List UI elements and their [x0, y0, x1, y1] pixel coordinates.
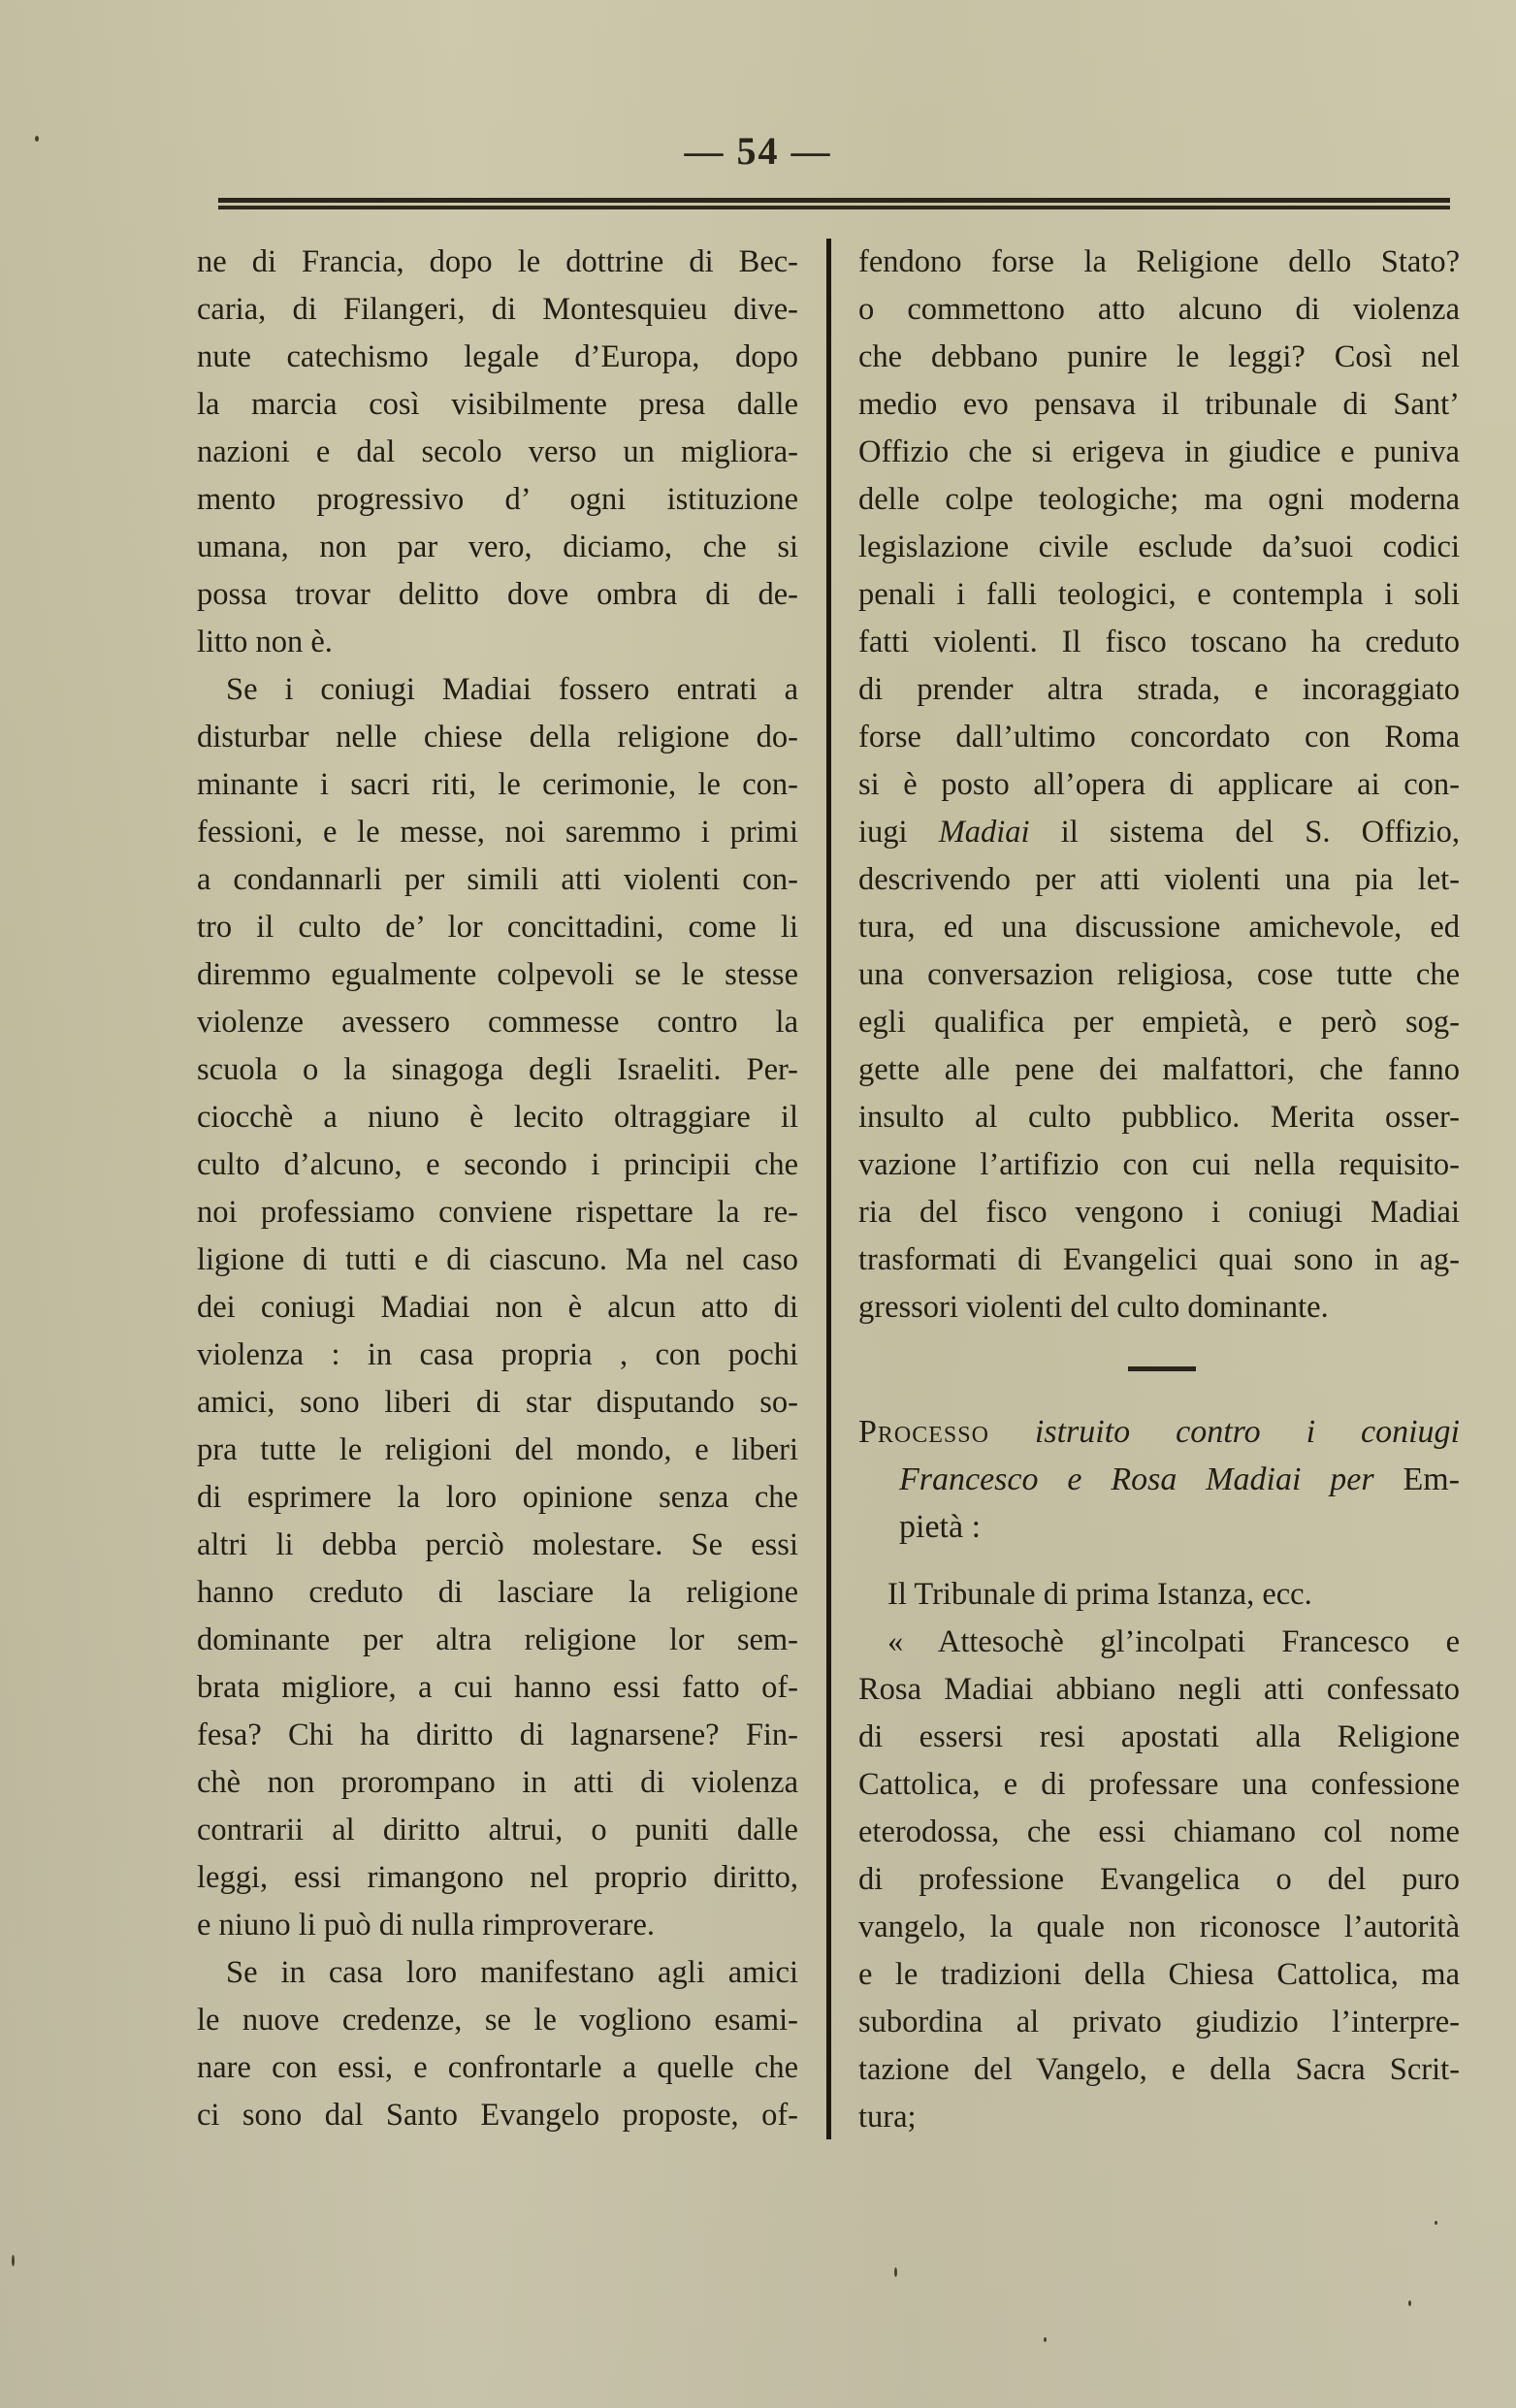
heading-roman: Em-: [1403, 1461, 1461, 1497]
text-line: amici, sono liberi di star disputando so-: [197, 1385, 798, 1420]
text-line: minante i sacri riti, le cerimonie, le con-: [197, 767, 798, 802]
text-line: forse dall’ultimo concordato con Roma: [858, 720, 1460, 755]
text-line: o commettono atto alcuno di violenza: [858, 292, 1460, 327]
text-line: di prender altra strada, e incoraggiato: [858, 672, 1460, 707]
text-line: leggi, essi rimangono nel proprio diritto,: [197, 1860, 798, 1895]
text-line: e le tradizioni della Chiesa Cattolica, ma: [858, 1957, 1460, 1992]
text-line: nare con essi, e confrontarle a quelle che: [197, 2050, 798, 2085]
text-line: le nuove credenze, se le vogliono esami-: [197, 2003, 798, 2038]
text-line: nute catechismo legale d’Europa, dopo: [197, 339, 798, 374]
text-line: Cattolica, e di professare una confessione: [858, 1767, 1460, 1802]
text-line: umana, non par vero, diciamo, che si: [197, 530, 798, 564]
text-line: ci sono dal Santo Evangelo proposte, of-: [197, 2098, 798, 2133]
column-divider: [826, 239, 831, 2139]
text-line: tro il culto de’ lor concittadini, come li: [197, 910, 798, 945]
text-line: violenze avessero commesse contro la: [197, 1005, 798, 1040]
court-line: Il Tribunale di prima Istanza, ecc.: [887, 1577, 1312, 1612]
text-line: descrivendo per atti violenti una pia let-: [858, 862, 1460, 897]
text-line: una conversazion religiosa, cose tutte che: [858, 957, 1460, 992]
text-line: trasformati di Evangelici quai sono in ag-: [858, 1242, 1460, 1277]
text-line: penali i falli teologici, e contempla i soli: [858, 577, 1460, 612]
text-line: di professione Evangelica o del puro: [858, 1862, 1460, 1897]
text-line: dei coniugi Madiai non è alcun atto di: [197, 1290, 798, 1325]
text-line: fendono forse la Religione dello Stato?: [858, 244, 1460, 279]
text-line: ciocchè a niuno è lecito oltraggiare il: [197, 1100, 798, 1135]
text-line: possa trovar delitto dove ombra di de-: [197, 577, 798, 612]
decree-text: [858, 1571, 1460, 2141]
text-line: culto d’alcuno, e secondo i principii che: [197, 1147, 798, 1182]
heading-italic: istruito contro i coniugi: [1034, 1414, 1461, 1450]
text-line: fesa? Chi ha diritto di lagnarsene? Fin-: [197, 1718, 798, 1752]
text-line: tura, ed una discussione amichevole, ed: [858, 910, 1460, 945]
paper-speck: [12, 2255, 15, 2266]
text-line: ne di Francia, dopo le dottrine di Bec-: [197, 244, 798, 279]
text-line: ligione di tutti e di ciascuno. Ma nel caso: [197, 1242, 798, 1277]
text-line: brata migliore, a cui hanno essi fatto of-: [197, 1670, 798, 1705]
paragraph-end-line: tura;: [858, 2100, 917, 2135]
text-line: medio evo pensava il tribunale di Sant’: [858, 387, 1460, 422]
text-line: fatti violenti. Il fisco toscano ha creduto: [858, 625, 1460, 659]
text-line: egli qualifica per empietà, e però sog-: [858, 1005, 1460, 1040]
text-line-with-italic: [858, 809, 1460, 856]
text-line: si è posto all’opera di applicare ai con-: [858, 767, 1460, 802]
text-line: Offizio che si erigeva in giudice e puniva: [858, 434, 1460, 469]
paragraph-end-line: e niuno li può di nulla rimproverare.: [197, 1908, 656, 1942]
text-line: nazioni e dal secolo verso un migliora-: [197, 434, 798, 469]
text-line: mento progressivo d’ ogni istituzione: [197, 482, 798, 517]
text-line: ria del fisco vengono i coniugi Madiai: [858, 1195, 1460, 1230]
text-line: fessioni, e le messe, noi saremmo i primi: [197, 815, 798, 850]
page-number: — 54 —: [684, 129, 832, 173]
paragraph-start-line: « Attesochè gl’incolpati Francesco e: [887, 1624, 1460, 1659]
text-line: di essersi resi apostati alla Religione: [858, 1719, 1460, 1754]
paper-speck: [1408, 2300, 1411, 2306]
paper-speck: [35, 136, 39, 142]
text-line: chè non prorompano in atti di violenza: [197, 1765, 798, 1800]
header-double-rule: [218, 198, 1450, 211]
paragraph-start-line: Se i coniugi Madiai fossero entrati a: [226, 672, 798, 707]
section-separator: [1128, 1366, 1196, 1371]
text-fragment: iugi: [858, 815, 908, 850]
text-line: delle colpe teologiche; ma ogni moderna: [858, 482, 1460, 517]
text-line: vazione l’artifizio con cui nella requisito-: [858, 1147, 1460, 1182]
text-line: gette alle pene dei malfattori, che fanno: [858, 1052, 1460, 1087]
text-line: altri li debba perciò molestare. Se essi: [197, 1527, 798, 1562]
heading-smallcaps: Processo: [858, 1414, 989, 1450]
section-heading: [858, 1408, 1460, 1551]
paper-speck: [1044, 2337, 1047, 2342]
text-line: caria, di Filangeri, di Montesquieu dive-: [197, 292, 798, 327]
text-line: violenza : in casa propria , con pochi: [197, 1337, 798, 1372]
text-line: disturbar nelle chiese della religione do-: [197, 720, 798, 755]
paper-speck: [1435, 2221, 1437, 2225]
text-line: hanno creduto di lasciare la religione: [197, 1575, 798, 1610]
text-line: eterodossa, che essi chiamano col nome: [858, 1814, 1460, 1849]
text-line: che debbano punire le leggi? Così nel: [858, 339, 1460, 374]
text-line: dominante per altra religione lor sem-: [197, 1622, 798, 1657]
heading-italic: Francesco e Rosa Madiai per: [899, 1461, 1374, 1497]
left-column: [197, 239, 798, 2139]
paper-speck: [894, 2267, 897, 2277]
text-line: contrarii al diritto altrui, o puniti dalle: [197, 1813, 798, 1847]
paragraph-end-line: litto non è.: [197, 625, 333, 659]
text-line: vangelo, la quale non riconosce l’autorità: [858, 1910, 1460, 1944]
text-fragment: il sistema del S. Offizio,: [1060, 815, 1461, 850]
text-line: tazione del Vangelo, e della Sacra Scrit-: [858, 2052, 1460, 2087]
header-rule-top: [218, 198, 1450, 203]
text-line: pra tutte le religioni del mondo, e liberi: [197, 1432, 798, 1467]
italic-name: Madiai: [938, 815, 1030, 850]
text-line: diremmo egualmente colpevoli se le stesse: [197, 957, 798, 992]
paragraph-start-line: Se in casa loro manifestano agli amici: [226, 1955, 798, 1990]
header-rule-bottom: [218, 206, 1450, 209]
paragraph-end-line: gressori violenti del culto dominante.: [858, 1290, 1329, 1325]
text-line: noi professiamo conviene rispettare la re-: [197, 1195, 798, 1230]
text-line: a condannarli per simili atti violenti con-: [197, 862, 798, 897]
text-line: insulto al culto pubblico. Merita osser-: [858, 1100, 1460, 1135]
text-line: la marcia così visibilmente presa dalle: [197, 387, 798, 422]
heading-line: pietà :: [899, 1509, 982, 1545]
right-column: [858, 239, 1460, 1332]
heading-line: [858, 1456, 1460, 1503]
text-line: di esprimere la loro opinione senza che: [197, 1480, 798, 1515]
text-line: Rosa Madiai abbiano negli atti confessato: [858, 1672, 1460, 1707]
heading-line: [858, 1408, 1460, 1456]
text-line: subordina al privato giudizio l’interpre-: [858, 2005, 1460, 2039]
text-line: scuola o la sinagoga degli Israeliti. Per-: [197, 1052, 798, 1087]
text-line: legislazione civile esclude da’suoi codici: [858, 530, 1460, 564]
